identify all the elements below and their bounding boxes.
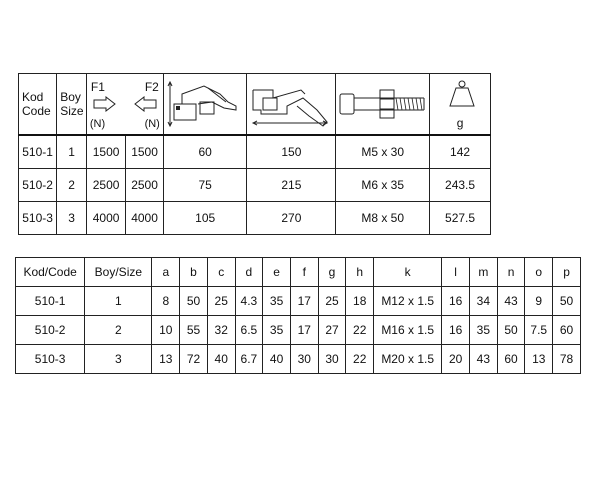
cell-weight: 527.5 [430, 202, 491, 235]
header-a: a [152, 258, 180, 287]
cell-f2: 2500 [126, 169, 164, 202]
header-clamp-height-drawing [163, 74, 247, 136]
cell-k: M12 x 1.5 [374, 287, 442, 316]
cell-f1: 1500 [86, 135, 125, 169]
cell-k: M20 x 1.5 [374, 345, 442, 374]
header-m: m [469, 258, 497, 287]
cell-l: 16 [442, 287, 470, 316]
header-weight [430, 74, 491, 136]
cell-n: 60 [497, 345, 525, 374]
cell-thread: M8 x 50 [336, 202, 430, 235]
cell-weight: 243.5 [430, 169, 491, 202]
cell-f: 17 [290, 287, 318, 316]
cell-h: 18 [346, 287, 374, 316]
header-kod-code: Kod/Code [16, 258, 85, 287]
header-weight-unit: g [456, 116, 464, 130]
header-k: k [374, 258, 442, 287]
table2-header-row [16, 258, 581, 287]
cell-a: 13 [152, 345, 180, 374]
clamp-side-height-icon [164, 76, 247, 132]
bolt-icon [336, 76, 429, 132]
cell-f: 30 [290, 345, 318, 374]
header-f1-label: F1 [90, 80, 105, 94]
cell-g: 30 [318, 345, 346, 374]
cell-weight: 142 [430, 135, 491, 169]
cell-m: 35 [469, 316, 497, 345]
header-c: c [207, 258, 235, 287]
cell-o: 13 [525, 345, 553, 374]
cell-n: 50 [497, 316, 525, 345]
cell-code: 510-2 [19, 169, 57, 202]
cell-size: 3 [85, 345, 152, 374]
cell-g: 27 [318, 316, 346, 345]
cell-length: 150 [247, 135, 336, 169]
cell-h: 22 [346, 345, 374, 374]
cell-p: 60 [553, 316, 581, 345]
table-row [16, 287, 581, 316]
cell-size: 2 [85, 316, 152, 345]
header-e: e [263, 258, 291, 287]
cell-c: 25 [207, 287, 235, 316]
table-row [19, 169, 491, 202]
cell-c: 32 [207, 316, 235, 345]
cell-b: 50 [180, 287, 208, 316]
specs-table-forces [18, 73, 491, 235]
header-size: Size [60, 104, 84, 118]
cell-e: 35 [263, 287, 291, 316]
header-kod: Kod [22, 90, 44, 104]
cell-d: 6.7 [235, 345, 263, 374]
header-f1-unit: (N) [89, 118, 106, 130]
arrow-right-icon [93, 96, 117, 112]
table-row [16, 345, 581, 374]
cell-a: 8 [152, 287, 180, 316]
header-g: g [318, 258, 346, 287]
cell-m: 34 [469, 287, 497, 316]
cell-size: 3 [57, 202, 87, 235]
cell-thread: M5 x 30 [336, 135, 430, 169]
header-f2 [126, 74, 164, 136]
header-f2-unit: (N) [144, 118, 160, 130]
cell-k: M16 x 1.5 [374, 316, 442, 345]
cell-l: 16 [442, 316, 470, 345]
cell-f2: 4000 [126, 202, 164, 235]
cell-code: 510-3 [19, 202, 57, 235]
cell-height: 60 [163, 135, 247, 169]
cell-code: 510-3 [16, 345, 85, 374]
cell-thread: M6 x 35 [336, 169, 430, 202]
cell-code: 510-2 [16, 316, 85, 345]
header-f1 [86, 74, 125, 136]
header-l: l [442, 258, 470, 287]
cell-length: 270 [247, 202, 336, 235]
header-p: p [553, 258, 581, 287]
header-boy-size: Boy/Size [85, 258, 152, 287]
cell-d: 6.5 [235, 316, 263, 345]
cell-f2: 1500 [126, 135, 164, 169]
header-h: h [346, 258, 374, 287]
arrow-left-icon [133, 96, 157, 112]
weight-icon [448, 80, 476, 108]
clamp-side-length-icon [247, 76, 335, 132]
header-kod-code [19, 74, 57, 136]
cell-b: 72 [180, 345, 208, 374]
cell-f: 17 [290, 316, 318, 345]
table-row [19, 202, 491, 235]
table-row [19, 135, 491, 169]
specs-table-dimensions [15, 257, 581, 374]
cell-m: 43 [469, 345, 497, 374]
header-f2-label: F2 [144, 80, 159, 94]
cell-e: 40 [263, 345, 291, 374]
header-o: o [525, 258, 553, 287]
table-row [16, 316, 581, 345]
cell-g: 25 [318, 287, 346, 316]
cell-p: 78 [553, 345, 581, 374]
table1-header-row [19, 74, 491, 136]
header-clamp-length-drawing [247, 74, 336, 136]
cell-height: 75 [163, 169, 247, 202]
header-bolt-drawing [336, 74, 430, 136]
cell-b: 55 [180, 316, 208, 345]
cell-length: 215 [247, 169, 336, 202]
cell-n: 43 [497, 287, 525, 316]
cell-e: 35 [263, 316, 291, 345]
header-boy: Boy [60, 90, 81, 104]
cell-size: 2 [57, 169, 87, 202]
cell-code: 510-1 [19, 135, 57, 169]
cell-p: 50 [553, 287, 581, 316]
cell-size: 1 [85, 287, 152, 316]
cell-size: 1 [57, 135, 87, 169]
cell-o: 7.5 [525, 316, 553, 345]
cell-o: 9 [525, 287, 553, 316]
header-n: n [497, 258, 525, 287]
header-boy-size [57, 74, 87, 136]
cell-f1: 2500 [86, 169, 125, 202]
header-d: d [235, 258, 263, 287]
cell-a: 10 [152, 316, 180, 345]
cell-code: 510-1 [16, 287, 85, 316]
cell-f1: 4000 [86, 202, 125, 235]
header-f: f [290, 258, 318, 287]
cell-c: 40 [207, 345, 235, 374]
cell-l: 20 [442, 345, 470, 374]
cell-h: 22 [346, 316, 374, 345]
header-b: b [180, 258, 208, 287]
header-code: Code [22, 104, 51, 118]
cell-d: 4.3 [235, 287, 263, 316]
cell-height: 105 [163, 202, 247, 235]
